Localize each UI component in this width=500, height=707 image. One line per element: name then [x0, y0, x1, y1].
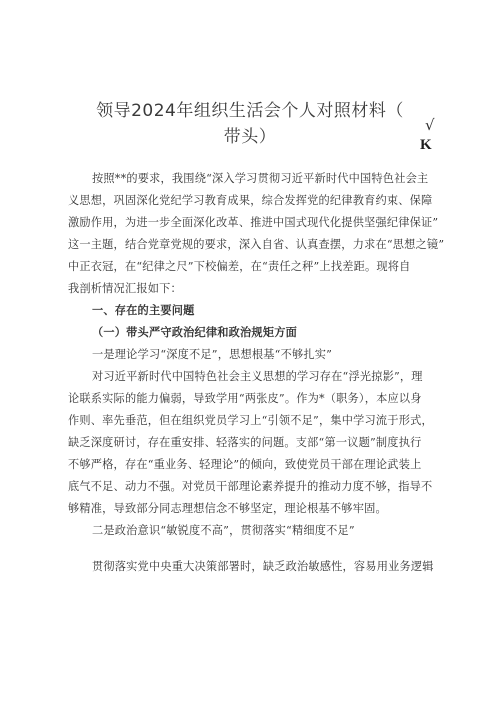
paragraph-line: 义思想，巩固深化党纪学习教育成果，综合发挥党的纪律教育约束、保障	[68, 194, 433, 207]
paragraph-line: 够精准，导致部分同志理想信念不够坚定，理论根基不够牢固。	[68, 502, 387, 515]
subsection-heading: （一）带头严守政治纪律和政治规矩方面	[92, 326, 297, 339]
paragraph-line: 激励作用，为进一步全面深化改革、推进中国式现代化提供坚强纪律保证”	[68, 216, 439, 229]
paragraph-line: 作则、率先垂范，但在组织党员学习上“引领不足”，集中学习流于形式，	[68, 414, 433, 427]
paragraph-line: 这一主题，结合党章党规的要求，深入自省、认真查摆，力求在“思想之镜”	[68, 238, 445, 251]
paragraph-line: 底气不足、动力不强。对党员干部理论素养提升的推动力度不够，指导不	[68, 480, 433, 493]
point-heading: 二是政治意识“敏锐度不高”，贯彻落实“精细度不足”	[92, 524, 355, 537]
k-mark: K	[420, 137, 432, 153]
section-heading: 一、存在的主要问题	[92, 304, 195, 317]
paragraph-line: 缺乏深度研讨，存在重安排、轻落实的问题。支部“第一议题”制度执行	[68, 436, 422, 449]
paragraph-line: 按照**的要求，我围绕“深入学习贯彻习近平新时代中国特色社会主	[92, 172, 429, 185]
paragraph-line: 贯彻落实党中央重大决策部署时，缺乏政治敏感性，容易用业务逻辑	[92, 560, 434, 573]
check-mark: √	[425, 116, 435, 134]
point-heading: 一是理论学习“深度不足”，思想根基“不够扎实”	[92, 348, 333, 361]
paragraph-line: 中正衣冠，在“纪律之尺”下校偏差，在“责任之秤”上找差距。现将自	[68, 260, 411, 273]
paragraph-line: 我剖析情况汇报如下：	[68, 282, 182, 295]
document-title-line-1: 领导2024年组织生活会个人对照材料（	[96, 101, 404, 121]
document-title-line-2: 带头）	[223, 127, 277, 147]
paragraph-line: 对习近平新时代中国特色社会主义思想的学习存在“浮光掠影”，理	[92, 370, 423, 383]
paragraph-line: 不够严格，存在“重业务、轻理论”的倾向，致使党员干部在理论武装上	[68, 458, 422, 471]
paragraph-line: 论联系实际的能力偏弱，导致学用“两张皮”。作为*（职务），本应以身	[68, 392, 422, 405]
